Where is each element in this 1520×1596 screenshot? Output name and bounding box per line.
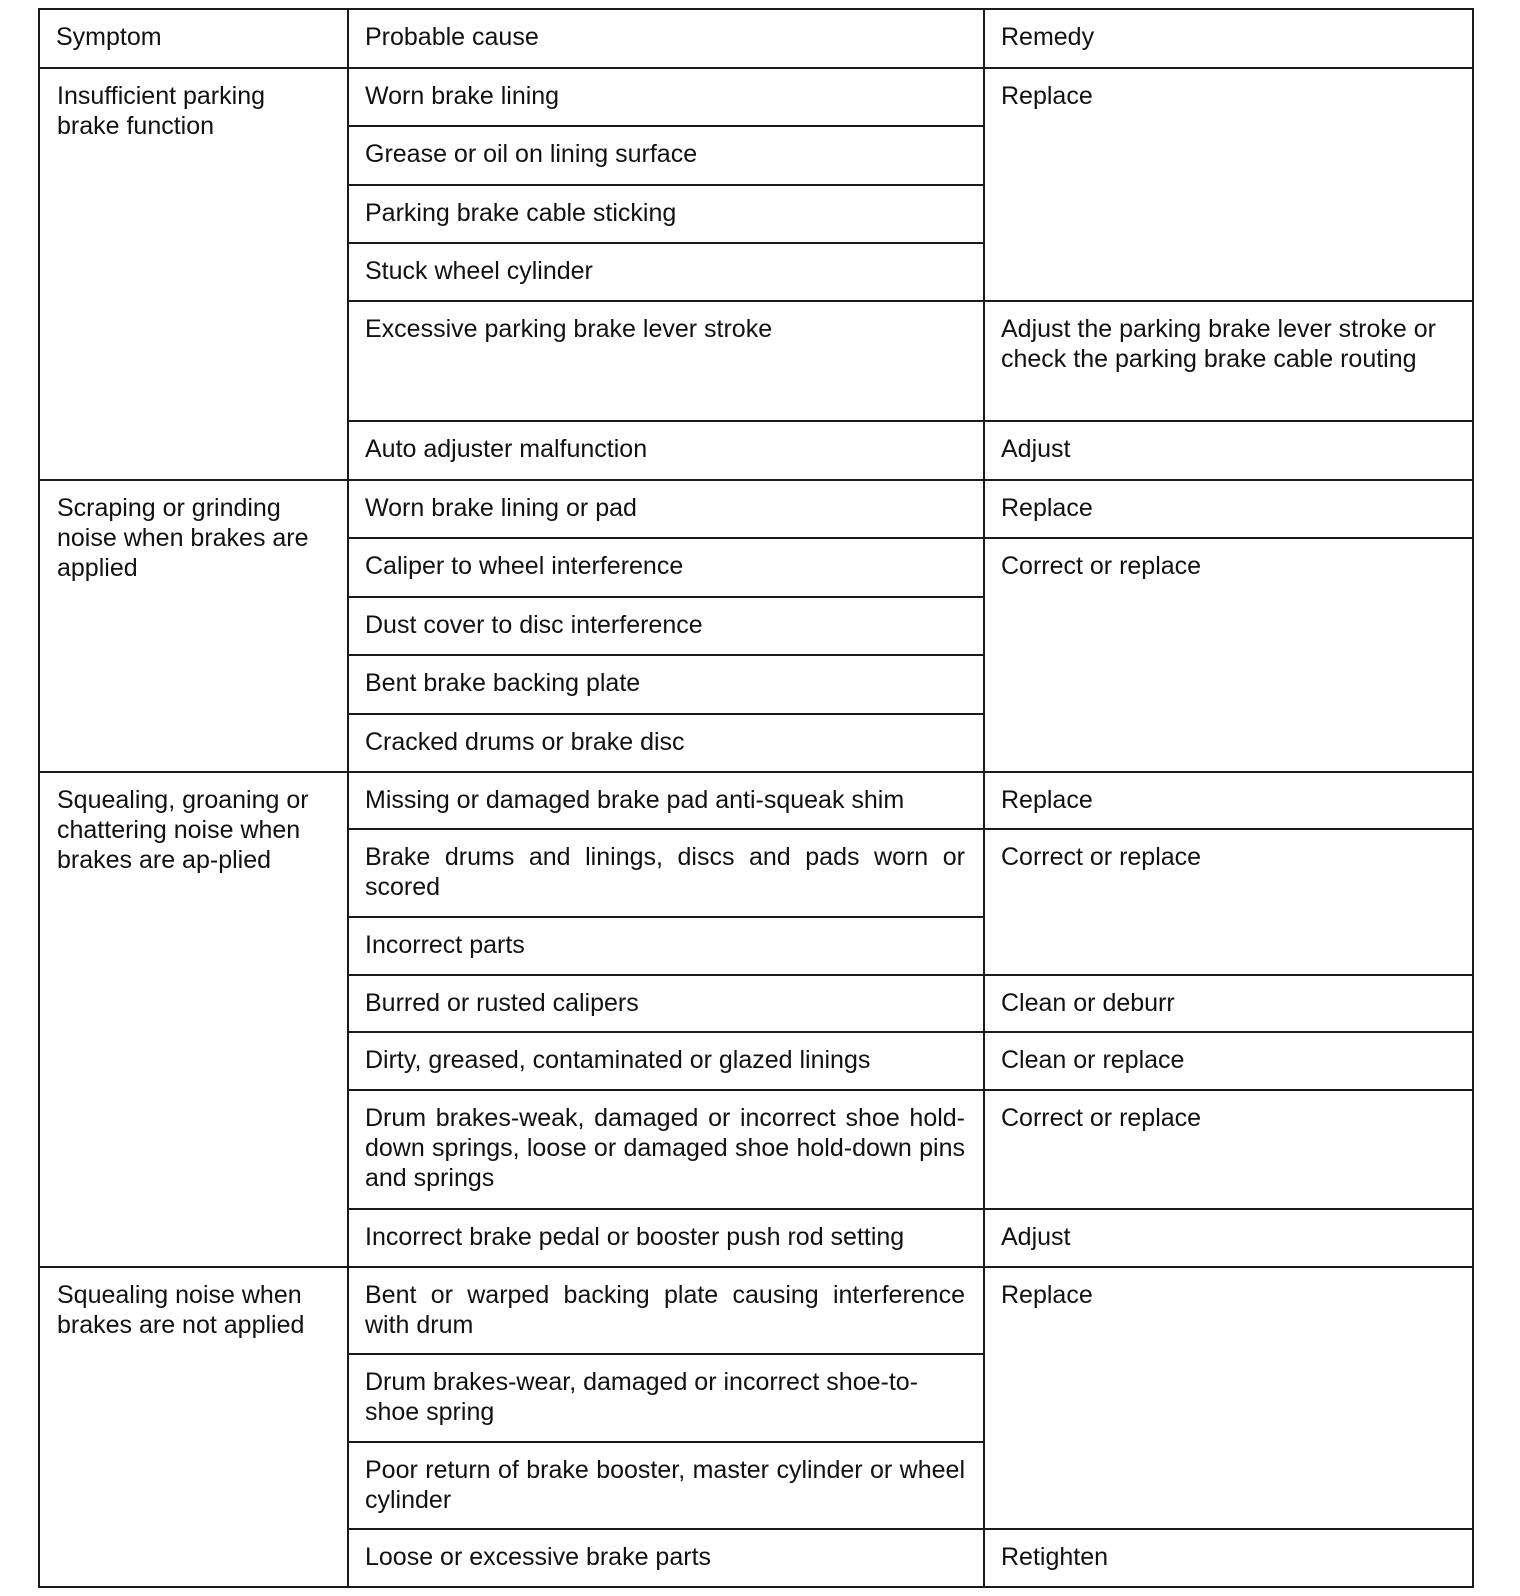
cause-cell: Dirty, greased, contaminated or glazed linings <box>348 1032 984 1090</box>
cause-cell: Worn brake lining <box>348 68 984 126</box>
cause-cell: Drum brakes-weak, damaged or incorrect shoe hold-down springs, loose or damaged shoe hold-down pins and springs <box>348 1090 984 1209</box>
cause-cell: Brake drums and linings, discs and pads worn or scored <box>348 829 984 916</box>
remedy-cell: Adjust the parking brake lever stroke or check the parking brake cable routing <box>984 301 1473 421</box>
cause-cell: Bent or warped backing plate causing interference with drum <box>348 1267 984 1354</box>
cause-cell: Cracked drums or brake disc <box>348 714 984 772</box>
header-symptom: Symptom <box>39 9 348 68</box>
cause-cell: Loose or excessive brake parts <box>348 1529 984 1587</box>
remedy-cell: Replace <box>984 772 1473 830</box>
cause-cell: Parking brake cable sticking <box>348 185 984 243</box>
cause-cell: Burred or rusted calipers <box>348 975 984 1033</box>
cause-cell: Missing or damaged brake pad anti-squeak shim <box>348 772 984 830</box>
cause-cell: Grease or oil on lining surface <box>348 126 984 185</box>
cause-cell: Excessive parking brake lever stroke <box>348 301 984 421</box>
symptom-cell: Scraping or grinding noise when brakes are applied <box>39 480 348 771</box>
cause-cell: Bent brake backing plate <box>348 655 984 714</box>
cause-cell: Poor return of brake booster, master cylinder or wheel cylinder <box>348 1442 984 1529</box>
remedy-cell: Replace <box>984 68 1473 302</box>
symptom-cell: Squealing noise when brakes are not applied <box>39 1267 348 1587</box>
cause-cell: Stuck wheel cylinder <box>348 243 984 302</box>
table-row <box>39 1267 1473 1354</box>
remedy-cell: Adjust <box>984 1209 1473 1267</box>
table-row <box>39 772 1473 830</box>
cause-cell: Worn brake lining or pad <box>348 480 984 538</box>
cause-cell: Drum brakes-wear, damaged or incorrect shoe-to-shoe spring <box>348 1354 984 1441</box>
remedy-cell: Replace <box>984 1267 1473 1529</box>
header-row <box>39 9 1473 68</box>
remedy-cell: Adjust <box>984 421 1473 480</box>
remedy-cell: Clean or deburr <box>984 975 1473 1033</box>
remedy-cell: Correct or replace <box>984 538 1473 772</box>
cause-cell: Auto adjuster malfunction <box>348 421 984 480</box>
table-row <box>39 480 1473 538</box>
header-cause: Probable cause <box>348 9 984 68</box>
table-row <box>39 68 1473 126</box>
remedy-cell: Clean or replace <box>984 1032 1473 1090</box>
remedy-cell: Correct or replace <box>984 1090 1473 1209</box>
cause-cell: Incorrect parts <box>348 917 984 975</box>
remedy-cell: Replace <box>984 480 1473 538</box>
cause-cell: Caliper to wheel interference <box>348 538 984 597</box>
remedy-cell: Correct or replace <box>984 829 1473 974</box>
remedy-cell: Retighten <box>984 1529 1473 1587</box>
symptom-cell: Insufficient parking brake function <box>39 68 348 480</box>
header-remedy: Remedy <box>984 9 1473 68</box>
cause-cell: Dust cover to disc interference <box>348 597 984 655</box>
troubleshooting-table <box>38 8 1474 1588</box>
symptom-cell: Squealing, groaning or chattering noise when brakes are ap-plied <box>39 772 348 1268</box>
cause-cell: Incorrect brake pedal or booster push rod setting <box>348 1209 984 1267</box>
